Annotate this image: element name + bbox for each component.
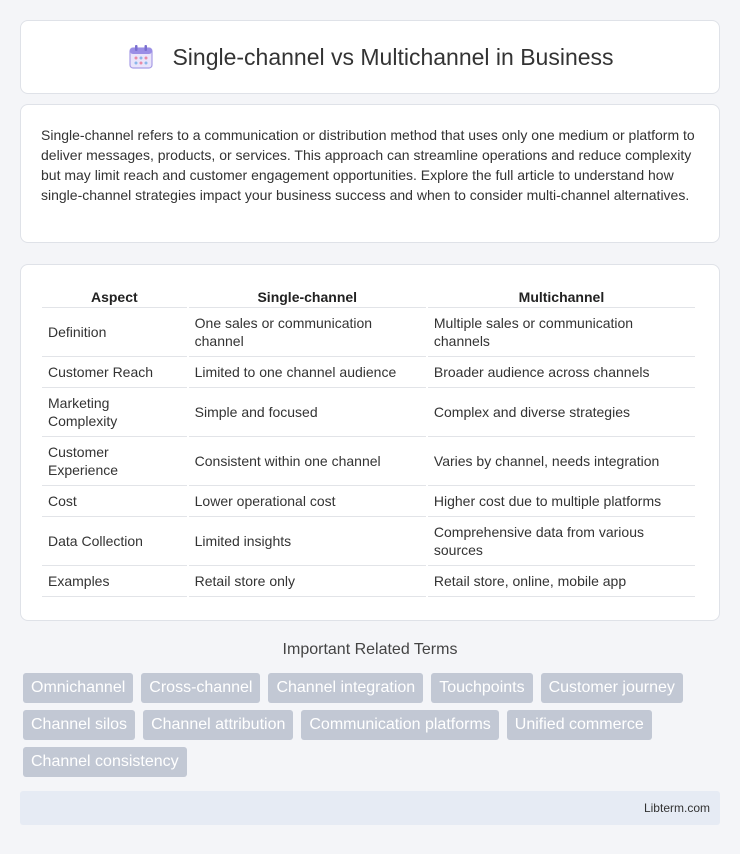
page-title: Single-channel vs Multichannel in Business xyxy=(172,43,614,70)
column-header-single-channel: Single-channel xyxy=(189,285,426,308)
table-cell: One sales or communication channel xyxy=(189,308,426,357)
related-terms-section xyxy=(20,641,720,777)
table-row xyxy=(42,308,695,357)
column-header-aspect: Aspect xyxy=(42,285,187,308)
table-cell: Multiple sales or communication channels xyxy=(428,308,695,357)
table-row xyxy=(42,566,695,597)
page-header xyxy=(20,20,720,94)
comparison-table xyxy=(40,285,697,597)
table-row xyxy=(42,437,695,486)
tag-channel-silos[interactable]: Channel silos xyxy=(23,710,135,740)
table-cell: Retail store, online, mobile app xyxy=(428,566,695,597)
intro-text: Single-channel refers to a communication or distribution method that uses only one medium or platform to deliver messages, products, or services. This approach can streamline operations and reduce complexity but may limit reach and customer engagement opportunities. Explore the full article to understand how single-channel strategies impact your business success and when to consider multi-channel alternatives. xyxy=(41,127,695,203)
table-cell: Customer Reach xyxy=(42,357,187,388)
table-row xyxy=(42,486,695,517)
table-cell: Cost xyxy=(42,486,187,517)
table-cell: Consistent within one channel xyxy=(189,437,426,486)
tag-unified-commerce[interactable]: Unified commerce xyxy=(507,710,652,740)
related-terms-tags xyxy=(20,673,710,777)
tag-customer-journey[interactable]: Customer journey xyxy=(541,673,683,703)
footer-brand-link[interactable]: Libterm.com xyxy=(643,801,710,815)
table-row xyxy=(42,388,695,437)
table-cell: Limited insights xyxy=(189,517,426,566)
tag-channel-consistency[interactable]: Channel consistency xyxy=(23,747,187,777)
table-cell: Definition xyxy=(42,308,187,357)
table-cell: Complex and diverse strategies xyxy=(428,388,695,437)
table-cell: Marketing Complexity xyxy=(42,388,187,437)
tag-channel-integration[interactable]: Channel integration xyxy=(268,673,423,703)
table-row xyxy=(42,517,695,566)
tag-omnichannel[interactable]: Omnichannel xyxy=(23,673,133,703)
table-cell: Varies by channel, needs integration xyxy=(428,437,695,486)
table-cell: Higher cost due to multiple platforms xyxy=(428,486,695,517)
page xyxy=(20,20,720,825)
intro-card xyxy=(20,104,720,243)
related-terms-title: Important Related Terms xyxy=(282,641,458,658)
tag-touchpoints[interactable]: Touchpoints xyxy=(431,673,532,703)
tag-communication-platforms[interactable]: Communication platforms xyxy=(301,710,498,740)
column-header-multichannel: Multichannel xyxy=(428,285,695,308)
table-row xyxy=(42,357,695,388)
comparison-card xyxy=(20,264,720,621)
tag-cross-channel[interactable]: Cross-channel xyxy=(141,673,260,703)
table-cell: Examples xyxy=(42,566,187,597)
calendar-icon xyxy=(126,42,156,72)
table-cell: Comprehensive data from various sources xyxy=(428,517,695,566)
footer xyxy=(20,791,720,825)
table-cell: Broader audience across channels xyxy=(428,357,695,388)
table-cell: Customer Experience xyxy=(42,437,187,486)
table-cell: Lower operational cost xyxy=(189,486,426,517)
tag-channel-attribution[interactable]: Channel attribution xyxy=(143,710,293,740)
table-cell: Limited to one channel audience xyxy=(189,357,426,388)
table-cell: Data Collection xyxy=(42,517,187,566)
table-cell: Retail store only xyxy=(189,566,426,597)
table-cell: Simple and focused xyxy=(189,388,426,437)
table-header-row xyxy=(42,285,695,308)
